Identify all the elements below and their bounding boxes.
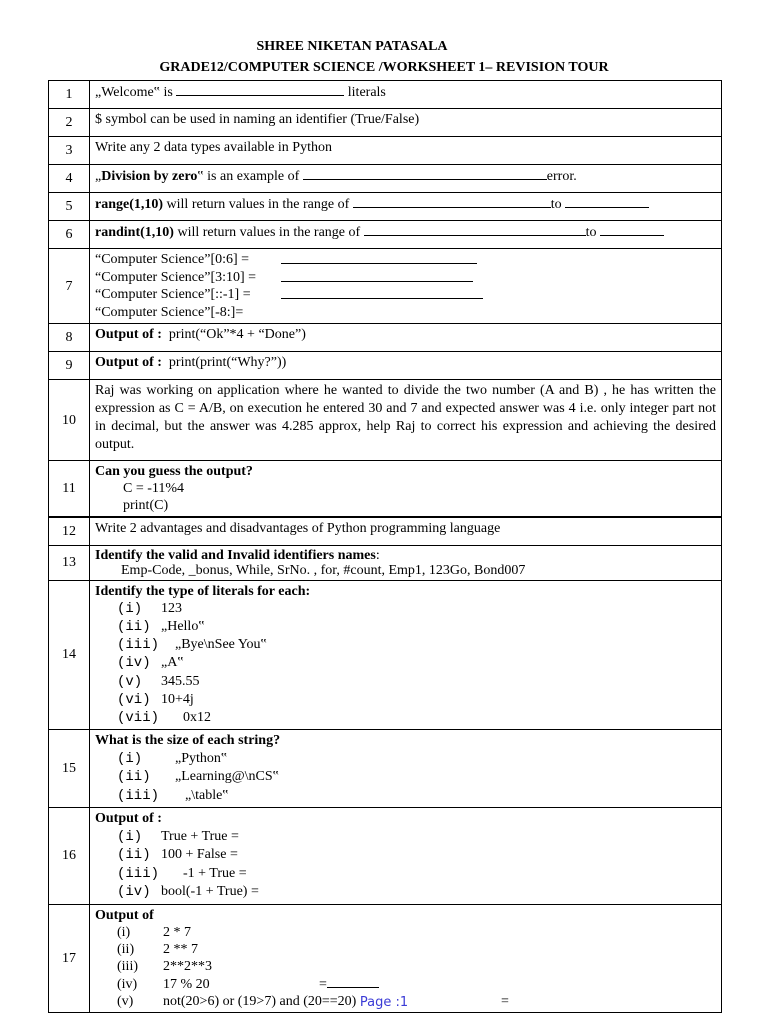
q6-to: to [585,225,597,240]
q14-bold: Identify the type of literals for each: [95,583,311,599]
code-line: print(C) [123,498,169,513]
question-text [90,193,722,221]
table-row [49,137,722,165]
code-line: C = -11%4 [123,481,185,496]
roman-numeral: (ii) [117,847,151,864]
list-item [95,600,716,618]
answer-blank[interactable] [281,286,483,299]
school-name: SHREE NIKETAN PATASALA [256,39,448,54]
question-text: Write 2 advantages and disadvantages of Python programming language [90,517,722,545]
literal-value: „Bye\nSee You‟ [175,637,267,653]
answer-blank[interactable] [281,269,473,282]
roman-numeral: (i) [117,750,143,767]
table-row [49,109,722,137]
worksheet-title: GRADE12/COMPUTER SCIENCE /WORKSHEET 1– REVISION TOUR [159,60,609,75]
list-item [95,883,716,902]
literal-value: 10+4j [161,691,194,707]
question-text [90,545,722,580]
literal-value: „Hello‟ [161,618,205,634]
list-item [95,787,716,806]
roman-numeral: (v) [117,673,143,690]
list-item [95,654,716,672]
question-number: 4 [49,165,90,193]
slice-expression: “Computer Science”[::-1] = [95,287,251,302]
list-item [95,828,716,847]
table-row [49,221,722,249]
question-text [90,808,722,905]
roman-numeral: (i) [117,828,143,845]
expression: -1 + True = [183,865,247,881]
q4-end: error. [546,169,577,184]
question-number: 17 [49,904,90,1012]
answer-blank[interactable] [565,195,649,208]
question-text: $ symbol can be used in naming an identifier (True/False) [90,109,722,137]
string-value: „\table‟ [185,787,229,803]
q1-suffix: literals [347,85,386,100]
expression: 2**2**3 [163,958,212,974]
question-number: 8 [49,324,90,352]
literal-value: 123 [161,600,182,616]
table-row [49,193,722,221]
answer-blank[interactable] [364,223,586,236]
q17-bold: Output of [95,907,154,923]
literal-value: 0x12 [183,709,211,725]
question-text [90,352,722,380]
answer-blank[interactable] [176,83,344,96]
roman-numeral: (iii) [117,637,160,654]
q13-bold: Identify the valid and Invalid identifiers names [95,547,376,563]
q5-bold: range(1,10) [95,197,164,212]
question-number: 7 [49,249,90,324]
roman-numeral: (v) [117,993,134,1009]
question-text [90,249,722,324]
list-item [95,618,716,636]
expression: 17 % 20 [163,976,210,992]
worksheet-table [48,80,722,1013]
list-item [95,691,716,709]
q6-text: will return values in the range of [177,225,361,240]
question-number: 2 [49,109,90,137]
question-number: 6 [49,221,90,249]
table-row [49,81,722,109]
table-row [49,808,722,905]
answer-blank[interactable] [600,223,664,236]
question-number: 10 [49,380,90,461]
q15-bold: What is the size of each string? [95,733,281,749]
roman-numeral: (iv) [117,655,151,672]
identifier-list: Emp-Code, _bonus, While, SrNo. , for, #count, Emp1, 123Go, Bond007 [121,562,526,578]
question-number: 11 [49,461,90,518]
literal-value: 345.55 [161,673,200,689]
roman-numeral: (ii) [117,769,151,786]
question-number: 3 [49,137,90,165]
expression: 2 ** 7 [163,941,198,957]
list-item [95,768,716,787]
expression: bool(-1 + True) = [161,884,259,900]
expression: True + True = [161,828,239,844]
slice-expression: “Computer Science”[0:6] = [95,252,250,267]
list-item [95,941,716,958]
question-text [90,461,722,518]
question-number: 16 [49,808,90,905]
list-item [95,636,716,654]
question-text: Write any 2 data types available in Python [90,137,722,165]
question-text [90,165,722,193]
table-row [49,165,722,193]
q5-text: will return values in the range of [166,197,350,212]
list-item [95,673,716,691]
list-item [95,846,716,865]
expression: 100 + False = [161,847,238,863]
roman-numeral: (ii) [117,941,135,957]
expression: not(20>6) or (19>7) and (20==20) [163,993,357,1009]
table-row [49,352,722,380]
list-item [95,958,716,975]
q13-colon: : [375,547,380,563]
answer-blank[interactable] [327,975,379,988]
answer-blank[interactable] [353,195,551,208]
answer-blank[interactable] [281,251,477,264]
roman-numeral: (vii) [117,709,160,726]
q8-code: print(“Ok”*4 + “Done”) [168,327,306,342]
q8-bold: Output of : [95,327,162,342]
q6-bold: randint(1,10) [95,225,174,240]
q4-bold: Division by zero [101,169,198,184]
table-row [49,517,722,545]
question-number: 12 [49,517,90,545]
table-row [49,461,722,518]
roman-numeral: (i) [117,600,143,617]
slice-expression: “Computer Science”[3:10] = [95,269,257,285]
question-text [90,580,722,730]
roman-numeral: (i) [117,924,131,940]
equals-sign: = [501,993,509,1009]
answer-blank[interactable] [303,167,547,180]
string-value: „Python‟ [175,750,228,766]
equals-sign: = [319,976,327,992]
list-item [95,924,716,941]
q4-quote: „ [95,169,102,184]
list-item [95,865,716,884]
question-text [90,81,722,109]
question-text [90,221,722,249]
q4-post: ‟ is an example of [197,169,300,184]
q11-bold: Can you guess the output? [95,464,253,479]
roman-numeral: (iv) [117,884,151,901]
roman-numeral: (ii) [117,618,151,635]
question-number: 13 [49,545,90,580]
table-row [49,730,722,808]
string-value: „Learning@\nCS‟ [175,769,279,785]
table-row [49,324,722,352]
q9-code: print(print(“Why?”)) [168,355,287,370]
question-number: 14 [49,580,90,730]
table-row [49,545,722,580]
question-number: 9 [49,352,90,380]
q5-to: to [550,197,562,212]
table-row [49,580,722,730]
table-row [49,249,722,324]
question-number: 15 [49,730,90,808]
q1-prefix: „Welcome‟ is [95,85,173,100]
table-row [49,380,722,461]
literal-value: „A‟ [161,655,184,671]
q9-bold: Output of : [95,355,162,370]
question-number: 5 [49,193,90,221]
list-item [95,975,716,993]
roman-numeral: (vi) [117,691,151,708]
roman-numeral: (iv) [117,976,138,992]
question-text [90,730,722,808]
roman-numeral: (iii) [117,865,160,882]
expression: 2 * 7 [163,924,191,940]
list-item [95,709,716,727]
question-text: Raj was working on application where he wanted to divide the two number (A and B) , he has written the expression as C = A/B, on execution he entered 30 and 7 and expected answer was 4 i.e. only integer part not in decimal, but the answer was 4.285 approx, help Raj to correct his expression and achieving the desired output. [90,380,722,461]
roman-numeral: (iii) [117,787,160,804]
slice-expression: “Computer Science”[-8:]= [95,304,244,320]
list-item [95,750,716,769]
q16-bold: Output of : [95,811,162,827]
roman-numeral: (iii) [117,958,138,974]
page-number: Page :1 [359,995,409,1010]
question-number: 1 [49,81,90,109]
question-text [90,324,722,352]
